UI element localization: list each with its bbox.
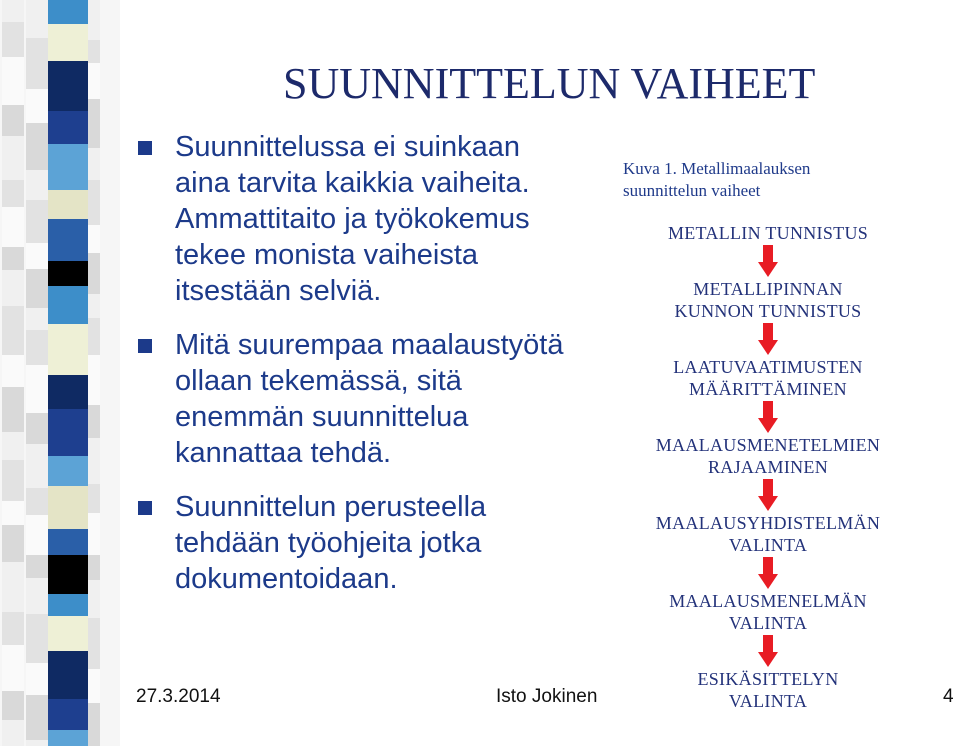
strip-block (48, 730, 88, 746)
strip-block (88, 253, 100, 294)
strip-block (2, 0, 24, 22)
strip-block (88, 618, 100, 669)
strip-block (26, 413, 48, 444)
down-arrow-icon (757, 478, 779, 512)
strip-block (2, 387, 24, 432)
strip-block (48, 111, 88, 144)
bullet-square-icon (138, 141, 152, 155)
strip-block (26, 488, 48, 515)
flow-step (620, 278, 916, 322)
bullet-text: Suunnittelun perusteella tehdään työohjeita jotka dokumentoidaan. (175, 491, 487, 595)
strip-block (2, 207, 24, 247)
strip-block (88, 318, 100, 355)
strip-block (48, 219, 88, 261)
process-flow (620, 222, 916, 712)
strip-block (26, 614, 48, 663)
strip-block (48, 456, 88, 486)
flow-step (620, 590, 916, 634)
page-number: 4 (943, 686, 954, 707)
strip-block (88, 669, 100, 703)
strip-block (26, 243, 48, 269)
strip-block (48, 24, 88, 61)
flow-step (620, 356, 916, 400)
strip-block (26, 330, 48, 365)
strip-block (48, 144, 88, 190)
flow-step (620, 668, 916, 712)
footer-date: 27.3.2014 (136, 686, 221, 707)
strip-block (88, 40, 100, 63)
strip-block (2, 247, 24, 270)
strip-block (26, 365, 48, 413)
footer-author: Isto Jokinen (496, 686, 598, 707)
flow-step-line: MAALAUSMENELMÄN (669, 591, 867, 611)
strip-block (2, 355, 24, 387)
down-arrow-icon (757, 322, 779, 356)
flow-step-line: METALLIPINNAN (693, 279, 843, 299)
strip-block (26, 269, 48, 308)
strip-block (2, 57, 24, 105)
flow-step (620, 434, 916, 478)
strip-block (48, 594, 88, 616)
strip-block (48, 651, 88, 699)
strip-block (26, 555, 48, 578)
strip-block (48, 261, 88, 286)
flow-step-line: MAALAUSMENETELMIEN (655, 435, 881, 455)
flow-step-line: MAALAUSYHDISTELMÄN (655, 513, 881, 533)
strip-block (26, 578, 48, 614)
strip-block (2, 525, 24, 562)
down-arrow-icon (757, 244, 779, 278)
strip-block (26, 123, 48, 170)
strip-block (2, 270, 24, 306)
flow-step (620, 512, 916, 556)
flow-step-line: ESIKÄSITTELYN (697, 669, 839, 689)
bullet-item (138, 129, 578, 309)
strip-block (48, 616, 88, 651)
strip-block (2, 562, 24, 612)
strip-block (26, 308, 48, 330)
figure-caption (623, 158, 923, 202)
bullet-text: Suunnittelussa ei suinkaan aina tarvita kaikkia vaiheita. Ammattitaito ja työkokemus tekee monista vaiheista itsestään selviä. (175, 131, 530, 307)
flow-step-line: VALINTA (728, 691, 808, 711)
strip-block (2, 22, 24, 57)
strip-block (26, 0, 48, 38)
strip-block (2, 645, 24, 691)
flow-step-line: METALLIN TUNNISTUS (667, 223, 869, 243)
strip-block (2, 306, 24, 355)
flow-step-line: MÄÄRITTÄMINEN (689, 379, 847, 399)
flow-step-line: KUNNON TUNNISTUS (674, 301, 862, 321)
strip-block (26, 170, 48, 200)
bullet-list (138, 129, 578, 597)
bullet-item (138, 489, 578, 597)
strip-block (2, 105, 24, 136)
strip-block (48, 409, 88, 456)
strip-block (48, 699, 88, 730)
strip-block (2, 501, 24, 525)
strip-block (48, 286, 88, 324)
strip-block (48, 486, 88, 529)
strip-block (48, 190, 88, 219)
decorative-color-strip (0, 0, 120, 746)
down-arrow-icon (757, 400, 779, 434)
strip-block (88, 148, 100, 180)
strip-block (2, 720, 24, 746)
strip-block (2, 432, 24, 460)
strip-block (88, 355, 100, 405)
strip-block (48, 375, 88, 409)
strip-block (88, 513, 100, 555)
strip-block (48, 0, 88, 24)
strip-block (88, 484, 100, 513)
strip-block (2, 612, 24, 645)
strip-block (88, 580, 100, 618)
down-arrow-icon (757, 556, 779, 590)
flow-step (620, 222, 916, 244)
bullet-square-icon (138, 339, 152, 353)
strip-block (26, 695, 48, 740)
slide-title: SUUNNITTELUN VAIHEET (283, 59, 816, 108)
strip-block (88, 180, 100, 225)
strip-block (88, 63, 100, 99)
strip-block (2, 136, 24, 180)
bullet-square-icon (138, 501, 152, 515)
strip-block (26, 663, 48, 695)
strip-block (88, 703, 100, 746)
strip-block (88, 405, 100, 438)
strip-block (88, 294, 100, 318)
strip-block (88, 225, 100, 253)
strip-block (48, 324, 88, 375)
flow-step-line: RAJAAMINEN (708, 457, 828, 477)
strip-block (26, 444, 48, 488)
down-arrow-icon (757, 634, 779, 668)
strip-block (2, 460, 24, 501)
caption-line: Kuva 1. Metallimaalauksen (623, 159, 811, 178)
strip-block (88, 0, 100, 40)
strip-block (48, 555, 88, 594)
bullet-item (138, 327, 578, 471)
strip-block (2, 691, 24, 720)
strip-block (88, 99, 100, 148)
flow-step-line: LAATUVAATIMUSTEN (673, 357, 863, 377)
strip-block (26, 89, 48, 123)
strip-block (26, 515, 48, 555)
caption-line: suunnittelun vaiheet (623, 181, 761, 200)
strip-block (26, 200, 48, 243)
flow-step-line: VALINTA (728, 613, 808, 633)
flow-step-line: VALINTA (728, 535, 808, 555)
strip-block (88, 555, 100, 580)
strip-block (26, 740, 48, 746)
strip-block (26, 38, 48, 89)
strip-block (88, 438, 100, 484)
strip-block (48, 529, 88, 555)
bullet-text: Mitä suurempaa maalaustyötä ollaan tekemässä, sitä enemmän suunnittelua kannattaa tehdä. (175, 329, 564, 469)
strip-block (2, 180, 24, 207)
strip-block (48, 61, 88, 111)
